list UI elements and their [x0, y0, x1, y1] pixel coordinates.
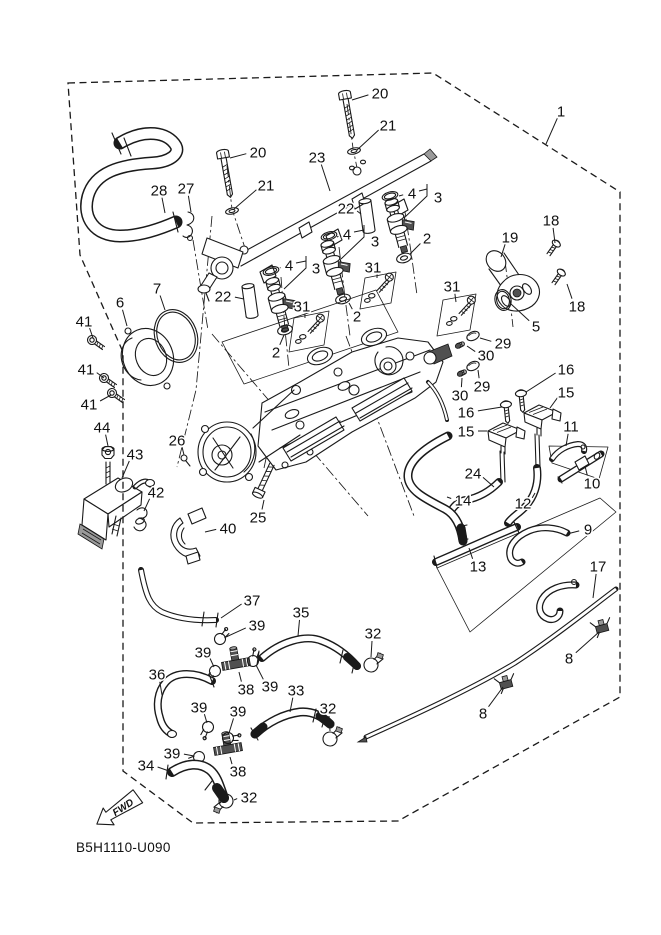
leader-line — [447, 497, 451, 499]
leader-line — [546, 118, 557, 144]
leader-line — [235, 297, 244, 299]
callout-39: 39 — [248, 617, 266, 635]
callout-4: 4 — [342, 226, 352, 244]
callout-15: 15 — [457, 423, 475, 441]
callout-1: 1 — [556, 103, 566, 121]
fwd-label: FWD — [110, 797, 136, 819]
callout-37: 37 — [243, 592, 261, 610]
callout-29: 29 — [473, 378, 491, 396]
callout-15: 15 — [557, 384, 575, 402]
clamp-8-left — [494, 674, 517, 695]
leader-line — [262, 500, 264, 510]
callout-5: 5 — [531, 318, 541, 336]
callout-39: 39 — [229, 703, 247, 721]
clip-27-drawing — [183, 212, 194, 241]
leader-line — [461, 378, 462, 387]
hose-9-drawing — [510, 528, 567, 563]
callout-20: 20 — [249, 144, 267, 162]
screw-26-drawing — [181, 455, 190, 466]
callout-12: 12 — [514, 495, 532, 513]
callout-2: 2 — [422, 230, 432, 248]
callout-21: 21 — [257, 177, 275, 195]
callout-13: 13 — [469, 558, 487, 576]
leader-line — [478, 370, 479, 378]
callout-8: 8 — [478, 705, 488, 723]
callout-2: 2 — [271, 344, 281, 362]
cap-29-upper — [465, 329, 480, 342]
clip-42-drawing — [134, 508, 147, 531]
plug-30-lower — [456, 369, 467, 377]
callout-40: 40 — [219, 520, 237, 538]
hose-14-drawing — [408, 436, 468, 541]
callout-16: 16 — [557, 361, 575, 379]
callout-10: 10 — [583, 475, 601, 493]
leader-line — [576, 632, 599, 653]
leader-line — [280, 335, 284, 345]
callout-31: 31 — [364, 259, 382, 277]
callout-20: 20 — [371, 85, 389, 103]
callout-42: 42 — [147, 484, 165, 502]
callout-6: 6 — [115, 294, 125, 312]
callout-9: 9 — [583, 521, 593, 539]
callout-26: 26 — [168, 432, 186, 450]
callout-14: 14 — [454, 492, 472, 510]
leader-line — [357, 130, 379, 150]
leader-line — [239, 672, 241, 682]
leader-line — [321, 165, 330, 192]
callout-24: 24 — [464, 465, 482, 483]
leader-line — [234, 190, 256, 209]
screw-16-right — [515, 389, 528, 413]
leader-line — [229, 718, 234, 733]
callout-31: 31 — [443, 278, 461, 296]
cover-6-drawing — [114, 321, 182, 394]
callout-44: 44 — [93, 419, 111, 437]
hose-35-drawing — [257, 638, 357, 673]
callout-39: 39 — [261, 678, 279, 696]
callout-2: 2 — [352, 308, 362, 326]
callout-16: 16 — [457, 404, 475, 422]
callout-34: 34 — [137, 757, 155, 775]
leader-line — [526, 373, 556, 392]
screw-18-upper — [545, 238, 562, 257]
fwd-arrow — [91, 788, 144, 832]
screw-41-middle — [98, 372, 118, 390]
leader-line — [123, 310, 128, 326]
callout-22: 22 — [214, 288, 232, 306]
callout-3: 3 — [370, 233, 380, 251]
spacer-22-lower — [242, 283, 259, 319]
hose-34-drawing — [166, 765, 228, 803]
holder-40-drawing — [171, 508, 206, 564]
leader-line — [162, 198, 165, 213]
screw-set-31-middle — [361, 273, 396, 303]
leader-line — [467, 346, 475, 352]
callout-41: 41 — [75, 313, 93, 331]
screw-18-lower — [550, 267, 567, 286]
hose-elbow-drawing — [540, 580, 577, 620]
callout-38: 38 — [229, 763, 247, 781]
callout-39: 39 — [163, 745, 181, 763]
leader-line — [226, 628, 246, 637]
leader-line — [399, 195, 403, 196]
bolt-20-right — [338, 90, 358, 140]
leader-line — [550, 398, 558, 408]
leader-line — [280, 268, 281, 269]
injector-3-middle — [318, 237, 357, 297]
callout-28: 28 — [150, 182, 168, 200]
spacer-22-upper — [359, 198, 376, 234]
callout-32: 32 — [240, 789, 258, 807]
callout-19: 19 — [501, 229, 519, 247]
hose-33-drawing — [251, 709, 330, 740]
leader-line — [567, 284, 572, 299]
nut-44-drawing — [102, 447, 114, 485]
leader-line — [410, 244, 420, 255]
leader-line — [221, 604, 242, 618]
callout-39: 39 — [190, 699, 208, 717]
callout-21: 21 — [379, 117, 397, 135]
clamp-8-right — [590, 618, 613, 639]
leader-line — [188, 196, 191, 212]
callout-29: 29 — [494, 335, 512, 353]
leader-line — [352, 95, 368, 100]
leader-line — [160, 296, 165, 311]
leader-line — [371, 641, 372, 657]
leader-line — [593, 574, 596, 598]
clamp-32-middle — [321, 726, 345, 747]
callout-38: 38 — [237, 681, 255, 699]
callout-33: 33 — [287, 682, 305, 700]
callout-3: 3 — [311, 260, 321, 278]
tee-38-lower — [211, 729, 242, 755]
leader-line — [483, 477, 494, 487]
leader-line — [230, 154, 246, 158]
leader-line — [337, 236, 338, 237]
callout-35: 35 — [292, 604, 310, 622]
leader-line — [478, 407, 502, 411]
diagram-code: B5H1110-U090 — [76, 840, 171, 855]
callout-41: 41 — [77, 361, 95, 379]
callout-11: 11 — [563, 418, 579, 436]
callout-27: 27 — [177, 180, 195, 198]
clamp-32-right — [362, 652, 386, 673]
tee-38-upper — [219, 644, 250, 670]
callout-31: 31 — [293, 298, 311, 316]
callout-32: 32 — [364, 625, 382, 643]
callout-18: 18 — [568, 298, 586, 316]
screw-16-left — [500, 400, 513, 424]
throttle-motor-cover-drawing — [198, 422, 256, 482]
hose-37-drawing — [141, 570, 218, 627]
leader-line — [349, 303, 352, 309]
leader-line — [489, 687, 504, 707]
callout-39: 39 — [194, 644, 212, 662]
leader-line — [205, 529, 216, 532]
callout-41: 41 — [80, 396, 98, 414]
callout-30: 30 — [451, 387, 469, 405]
callout-32: 32 — [319, 700, 337, 718]
leader-line — [298, 620, 300, 636]
callout-23: 23 — [308, 149, 326, 167]
leader-line — [184, 754, 194, 756]
callout-18: 18 — [542, 212, 560, 230]
leader-line — [234, 799, 237, 800]
leader-line — [480, 338, 491, 341]
callout-43: 43 — [126, 446, 144, 464]
callout-25: 25 — [249, 509, 267, 527]
callout-3: 3 — [433, 189, 443, 207]
callout-8: 8 — [564, 650, 574, 668]
callout-17: 17 — [589, 558, 607, 576]
callout-30: 30 — [477, 347, 495, 365]
leader-line — [100, 395, 111, 401]
callout-4: 4 — [407, 185, 417, 203]
screw-set-31-left — [292, 314, 327, 344]
callout-4: 4 — [284, 257, 294, 275]
sensor-15-right — [524, 405, 561, 436]
bolt-20-left — [216, 149, 236, 199]
callout-22: 22 — [337, 200, 355, 218]
plug-30-upper — [454, 341, 465, 349]
solenoid-valve-43-drawing — [78, 475, 155, 549]
callout-7: 7 — [152, 280, 162, 298]
callout-36: 36 — [148, 666, 166, 684]
washer-21-left — [225, 207, 239, 216]
leader-line — [256, 665, 263, 679]
screw-41-top — [86, 334, 106, 352]
sensor-15-left — [488, 423, 525, 454]
